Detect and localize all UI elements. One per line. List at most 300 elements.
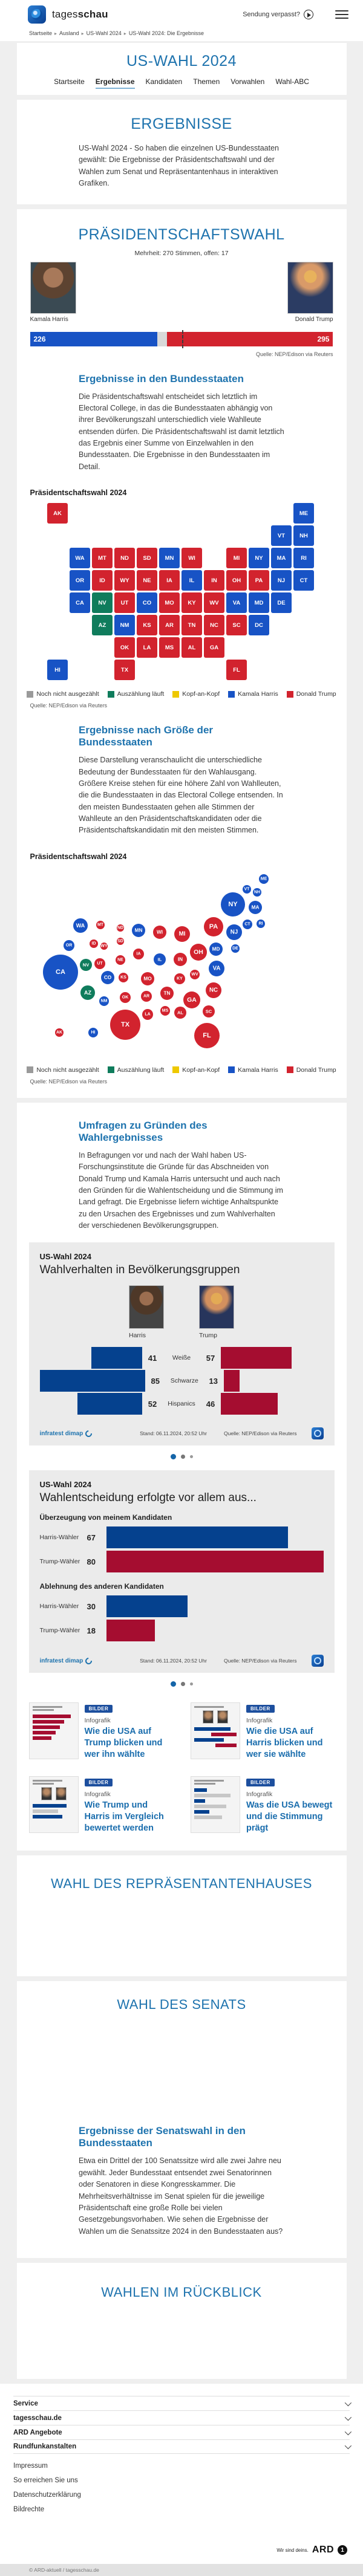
infratest-ring-icon xyxy=(84,1429,93,1438)
legend-label: Noch nicht ausgezählt xyxy=(36,690,99,698)
legend-label: Kamala Harris xyxy=(238,690,278,698)
svg-text:AR: AR xyxy=(143,994,149,999)
state-tile-MA[interactable]: MA xyxy=(271,548,292,568)
state-bubble-SD[interactable] xyxy=(117,938,124,945)
teaser-title[interactable]: Was die USA bewegt und die Stimmung prägt xyxy=(246,1800,333,1833)
state-bubble-HI[interactable] xyxy=(88,1028,98,1037)
harris-col-label: Harris xyxy=(129,1332,146,1340)
state-bubble-MD[interactable] xyxy=(209,942,223,956)
state-tile-UT[interactable]: UT xyxy=(114,592,135,613)
teaser-item[interactable] xyxy=(29,1776,173,1834)
survey1-photos xyxy=(40,1285,324,1339)
state-bubble-CT[interactable] xyxy=(243,920,252,929)
hamburger-menu-icon[interactable] xyxy=(335,10,348,19)
survey2-footer xyxy=(40,1651,324,1667)
kamala-harris-photo xyxy=(30,262,76,314)
teaser-kicker: Infografik xyxy=(246,1790,273,1798)
legend-label: Auszählung läuft xyxy=(117,1066,165,1074)
state-bubble-KY[interactable] xyxy=(174,973,185,984)
svg-text:IN: IN xyxy=(177,956,183,962)
tab-vorwahlen[interactable]: Vorwahlen xyxy=(231,77,265,86)
legend-item xyxy=(172,690,220,698)
play-icon[interactable] xyxy=(304,10,313,19)
state-bubble-NV[interactable] xyxy=(80,959,92,971)
accordion-label: tagesschau.de xyxy=(13,2414,62,2422)
svg-text:OR: OR xyxy=(65,943,72,948)
state-bubble-VT[interactable] xyxy=(243,885,251,894)
ergebnisse-text: US-Wahl 2024 - So haben die einzelnen US-Bundesstaaten gewählt: Die Ergebnisse der Präsidentschaftswahl und der Wahlen zum Senat und Repräsentantenhaus in interaktiven Grafiken. xyxy=(79,144,279,188)
state-bubble-MN[interactable] xyxy=(132,924,145,937)
state-bubble-NH[interactable] xyxy=(253,888,261,897)
state-bubble-MS[interactable] xyxy=(160,1006,170,1016)
svg-text:OK: OK xyxy=(122,995,128,1000)
trump-bar xyxy=(221,1347,292,1369)
state-tile-NV[interactable]: NV xyxy=(92,592,113,613)
state-tile-OR[interactable]: OR xyxy=(70,570,90,591)
teaser-thumbnail[interactable] xyxy=(191,1702,240,1759)
svg-text:WY: WY xyxy=(100,944,108,949)
state-tile-AL[interactable]: AL xyxy=(182,637,202,658)
teaser-title[interactable]: Wie die USA auf Trump blicken und wer ihn wählte xyxy=(84,1727,163,1760)
state-tile-NY[interactable]: NY xyxy=(249,548,269,568)
state-bubble-WA[interactable] xyxy=(73,918,88,933)
state-bubble-IL[interactable] xyxy=(154,953,166,965)
state-tile-CO[interactable]: CO xyxy=(137,592,157,613)
state-tile-WI[interactable]: WI xyxy=(182,548,202,568)
footer-link[interactable]: Datenschutzerklärung xyxy=(13,2491,81,2499)
trump-value: 57 xyxy=(206,1353,215,1363)
state-bubble-NC[interactable] xyxy=(206,982,221,998)
ergebnisse-card xyxy=(17,100,347,204)
survey-card-reasons xyxy=(29,1470,335,1673)
svg-text:CA: CA xyxy=(55,968,65,976)
footer-links xyxy=(13,2462,350,2513)
state-tile-MN[interactable]: MN xyxy=(159,548,180,568)
svg-text:SC: SC xyxy=(205,1008,212,1014)
state-tile-GA[interactable]: GA xyxy=(204,637,224,658)
state-bubble-TX[interactable] xyxy=(110,1010,140,1040)
svg-text:AK: AK xyxy=(56,1030,62,1035)
chevron-down-icon xyxy=(345,2442,352,2449)
trump-bar xyxy=(224,1370,240,1392)
carousel-dot[interactable] xyxy=(190,1455,193,1458)
footer-accordion xyxy=(13,2396,350,2454)
candidates-row xyxy=(30,259,333,331)
trump-bar-side xyxy=(221,1393,324,1415)
state-bubble-CA[interactable] xyxy=(43,955,78,990)
state-bubble-NJ[interactable] xyxy=(226,924,242,940)
state-tile-MT[interactable]: MT xyxy=(92,548,113,568)
harris-bar-side xyxy=(40,1347,143,1369)
copyright-text: © ARD-aktuell / tagesschau.de xyxy=(29,2567,99,2574)
state-bubble-AL[interactable] xyxy=(174,1007,186,1019)
tab-startseite[interactable]: Startseite xyxy=(54,77,85,86)
state-tile-DC[interactable]: DC xyxy=(249,615,269,635)
state-bubble-CO[interactable] xyxy=(101,971,114,984)
page-footer xyxy=(0,2384,363,2576)
reason-value: 30 xyxy=(87,1601,96,1611)
state-tile-CT[interactable]: CT xyxy=(293,570,314,591)
state-tile-IN[interactable]: IN xyxy=(204,570,224,591)
group-label: Hispanics xyxy=(168,1400,195,1408)
praesidentschaftswahl-heading: PRÄSIDENTSCHAFTSWAHL xyxy=(78,225,285,243)
svg-text:VA: VA xyxy=(212,965,220,972)
voter-label: Trump-Wähler xyxy=(39,1558,80,1566)
state-bubble-OH[interactable] xyxy=(190,944,207,961)
carousel-dot-active[interactable] xyxy=(171,1454,176,1459)
reason-group-title: Ablehnung des anderen Kandidaten xyxy=(39,1582,164,1591)
state-tile-AK[interactable]: AK xyxy=(47,503,68,524)
svg-text:DE: DE xyxy=(232,946,238,951)
senat-card xyxy=(17,1981,347,2258)
state-bubble-VA[interactable] xyxy=(209,961,224,976)
groesse-text: Diese Darstellung veranschaulicht die unterschiedliche Bedeutung der Bundesstaaten für den Wahlausgang. Größere Kreise stehen für eine höhere Zahl von Wahlleuten, die die Bundesstaaten in das Electoral College entsenden. In den meisten Bundesstaaten gehen alle Stimmen der Wahlleute an den Präsidentschaftskandidaten oder die Präsidentschaftskandidatin mit den meisten Stimmen. xyxy=(79,756,283,835)
state-tile-FL[interactable]: FL xyxy=(226,660,247,680)
umfragen-heading: Umfragen zu Gründen des Wahlergebnisses xyxy=(79,1119,208,1143)
ergebnisse-heading: ERGEBNISSE xyxy=(131,115,232,132)
legend-item xyxy=(27,690,99,698)
reasons-chart xyxy=(40,1513,324,1643)
state-bubble-GA[interactable] xyxy=(183,991,200,1008)
svg-text:WV: WV xyxy=(191,972,198,977)
survey2-source: Quelle: NEP/Edison via Reuters xyxy=(224,1658,297,1664)
state-tile-SC[interactable]: SC xyxy=(226,615,247,635)
footer-accordion-rundfunkanstalten[interactable] xyxy=(13,2439,350,2454)
teaser-item[interactable] xyxy=(191,1776,335,1834)
umfragen-text: In Befragungen vor und nach der Wahl haben US-Forschungsinstitute die Gründe für das Abschneiden von Donald Trump und Kamala Harris untersucht und auch nach den Gründen für die Wahlentscheidung und die Stimmung im Land gefragt. Die Ergebnisse liefern wichtige Anhaltspunkte zu den Ursachen des Ergebnisses und zum Wahlverhalten der verschiedenen Bevölkerungsgruppen. xyxy=(79,1150,283,1230)
breadcrumb-item[interactable]: Ausland xyxy=(59,30,79,36)
tagesschau-logo-icon[interactable] xyxy=(28,5,46,24)
state-tile-HI[interactable]: HI xyxy=(47,660,68,680)
footer-accordion-tagesschau-de[interactable] xyxy=(13,2410,350,2425)
state-bubble-WY[interactable] xyxy=(100,942,108,950)
teaser-thumbnail[interactable] xyxy=(29,1702,79,1759)
survey1-title: Wahlverhalten in Bevölkerungsgruppen xyxy=(39,1264,240,1277)
state-tile-MS[interactable]: MS xyxy=(159,637,180,658)
bilder-badge: BILDER xyxy=(85,1705,113,1713)
state-tile-MO[interactable]: MO xyxy=(159,592,180,613)
tab-wahl-abc[interactable]: Wahl-ABC xyxy=(275,77,309,86)
voter-label: Trump-Wähler xyxy=(39,1627,80,1635)
us-states-map[interactable] xyxy=(47,503,316,682)
teaser-title[interactable]: Wie die USA auf Harris blicken und wer sie wählte xyxy=(246,1727,323,1760)
trump-name: Donald Trump xyxy=(295,316,333,323)
state-bubble-IA[interactable] xyxy=(133,949,144,959)
trump-value: 13 xyxy=(209,1376,218,1386)
svg-text:ND: ND xyxy=(117,926,123,930)
state-tile-CA[interactable]: CA xyxy=(70,592,90,613)
electoral-bubble-cartogram[interactable] xyxy=(17,865,347,1058)
bubble-chart-label: Präsidentschaftswahl 2024 xyxy=(30,852,127,861)
rueckblick-card xyxy=(17,2263,347,2379)
legend-item xyxy=(287,1066,336,1074)
state-bubble-AR[interactable] xyxy=(141,991,152,1002)
state-bubble-LA[interactable] xyxy=(142,1009,153,1020)
state-bubble-MA[interactable] xyxy=(249,901,262,914)
svg-text:TX: TX xyxy=(120,1020,129,1028)
reason-bar-wrap xyxy=(106,1551,324,1572)
svg-text:GA: GA xyxy=(186,996,197,1004)
reason-bar xyxy=(106,1526,289,1548)
state-bubble-UT[interactable] xyxy=(94,958,105,969)
state-tile-AZ[interactable]: AZ xyxy=(92,615,113,635)
footer-link[interactable]: Impressum xyxy=(13,2462,48,2470)
svg-text:MA: MA xyxy=(251,904,259,910)
ard-brand-line xyxy=(16,2545,347,2555)
bubble-legend xyxy=(17,1066,347,1074)
breadcrumb-item[interactable]: Startseite xyxy=(29,30,53,36)
legend-swatch xyxy=(172,1066,179,1073)
state-bubble-ID[interactable] xyxy=(90,939,98,948)
teaser-thumbnail[interactable] xyxy=(29,1776,79,1833)
svg-text:FL: FL xyxy=(202,1031,211,1039)
senat-heading: WAHL DES SENATS xyxy=(117,1997,246,2013)
svg-text:PA: PA xyxy=(209,923,218,930)
trump-value: 46 xyxy=(206,1399,215,1409)
state-tile-NE[interactable]: NE xyxy=(137,570,157,591)
legend-label: Auszählung läuft xyxy=(117,690,165,698)
svg-text:VT: VT xyxy=(244,887,249,892)
state-tile-MD[interactable]: MD xyxy=(249,592,269,613)
bilder-badge: BILDER xyxy=(246,1705,275,1713)
legend-label: Noch nicht ausgezählt xyxy=(36,1066,99,1074)
teaser-item[interactable] xyxy=(29,1702,173,1760)
survey1-source: Quelle: NEP/Edison via Reuters xyxy=(224,1430,297,1437)
state-tile-MI[interactable]: MI xyxy=(226,548,247,568)
teaser-thumbnail[interactable] xyxy=(191,1776,240,1833)
tab-kandidaten[interactable]: Kandidaten xyxy=(145,77,183,86)
tagesschau-mini-logo xyxy=(312,1655,324,1667)
title-card xyxy=(17,43,347,95)
bilder-badge: BILDER xyxy=(246,1779,275,1786)
state-bubble-IN[interactable] xyxy=(174,953,187,966)
voter-label: Harris-Wähler xyxy=(39,1603,79,1611)
svg-text:MO: MO xyxy=(143,976,152,982)
trump-bar-side xyxy=(221,1347,324,1369)
footer-link[interactable]: So erreichen Sie uns xyxy=(13,2477,78,2485)
state-bubble-ND[interactable] xyxy=(117,924,124,932)
legend-item xyxy=(108,690,165,698)
svg-text:NY: NY xyxy=(227,900,238,908)
harris-value: 52 xyxy=(148,1399,157,1409)
harris-bar xyxy=(40,1370,145,1392)
harris-value: 85 xyxy=(151,1376,160,1386)
state-bubble-OR[interactable] xyxy=(64,940,74,951)
bilder-badge: BILDER xyxy=(85,1779,113,1786)
svg-text:NJ: NJ xyxy=(230,929,238,936)
demographics-row xyxy=(40,1346,324,1369)
reason-bar-wrap xyxy=(106,1526,324,1548)
state-tile-ID[interactable]: ID xyxy=(92,570,113,591)
state-bubble-AK[interactable] xyxy=(55,1028,64,1037)
teaser-body xyxy=(246,1702,335,1760)
repraesentantenhaus-heading: WAHL DES REPRÄSENTANTENHAUSES xyxy=(51,1876,312,1892)
svg-text:AZ: AZ xyxy=(83,989,91,996)
legend-item xyxy=(27,1066,99,1074)
state-tile-TN[interactable]: TN xyxy=(182,615,202,635)
svg-text:WA: WA xyxy=(76,922,85,929)
majority-subtitle: Mehrheit: 270 Stimmen, offen: 17 xyxy=(134,249,229,257)
chevron-down-icon xyxy=(345,2399,352,2406)
state-tile-RI[interactable]: RI xyxy=(293,548,314,568)
state-bubble-KS[interactable] xyxy=(119,973,128,982)
reason-value: 80 xyxy=(87,1557,96,1566)
tagesschau-mini-logo xyxy=(312,1427,324,1439)
survey1-stand: Stand: 06.11.2024, 20:52 Uhr xyxy=(140,1430,208,1437)
carousel-dot-active[interactable] xyxy=(171,1681,176,1687)
breadcrumb-item[interactable]: US-Wahl 2024 xyxy=(86,30,122,36)
harris-votes: 226 xyxy=(33,334,46,343)
legend-item xyxy=(108,1066,165,1074)
trump-thumb-photo xyxy=(199,1285,234,1329)
legend-swatch xyxy=(287,1066,293,1073)
svg-text:UT: UT xyxy=(96,961,103,966)
state-tile-PA[interactable]: PA xyxy=(249,570,269,591)
reason-row xyxy=(40,1525,324,1549)
svg-text:NC: NC xyxy=(209,987,218,994)
legend-label: Donald Trump xyxy=(296,1066,336,1074)
svg-text:MN: MN xyxy=(134,927,142,933)
state-bubble-WI[interactable] xyxy=(153,926,166,939)
trump-col-label: Trump xyxy=(199,1332,217,1340)
svg-text:TN: TN xyxy=(163,990,170,996)
accordion-label: Rundfunkanstalten xyxy=(13,2443,77,2451)
breadcrumb-separator-icon: ▸ xyxy=(81,30,84,36)
state-tile-NM[interactable]: NM xyxy=(114,615,135,635)
state-bubble-MI[interactable] xyxy=(174,926,190,942)
state-bubble-NY[interactable] xyxy=(221,892,245,917)
state-tile-KY[interactable]: KY xyxy=(182,592,202,613)
state-bubble-ME[interactable] xyxy=(259,874,269,884)
harris-thumb-photo xyxy=(129,1285,164,1329)
trump-votes: 295 xyxy=(317,334,330,343)
legend-swatch xyxy=(228,691,235,698)
umfragen-card xyxy=(17,1103,347,1851)
trump-votes-segment[interactable] xyxy=(167,332,333,346)
state-bubble-NE[interactable] xyxy=(116,955,125,965)
state-tile-AR[interactable]: AR xyxy=(159,615,180,635)
survey2-title: Wahlentscheidung erfolgte vor allem aus... xyxy=(39,1491,257,1505)
reason-value: 18 xyxy=(87,1626,96,1635)
demographics-row xyxy=(40,1369,324,1392)
state-bubble-OK[interactable] xyxy=(120,992,131,1003)
open-votes-segment[interactable] xyxy=(157,332,167,346)
state-tile-IA[interactable]: IA xyxy=(159,570,180,591)
legend-swatch xyxy=(108,1066,114,1073)
bundesstaaten-heading: Ergebnisse in den Bundesstaaten xyxy=(79,372,244,384)
brand-wordmark[interactable]: tagesschau xyxy=(52,8,108,20)
svg-text:NH: NH xyxy=(253,890,260,895)
carousel-dot[interactable] xyxy=(181,1455,185,1459)
chevron-down-icon xyxy=(345,2414,352,2421)
state-bubble-DE[interactable] xyxy=(231,944,240,953)
ard-wordmark: ARD xyxy=(312,2545,334,2555)
state-bubble-WV[interactable] xyxy=(190,970,200,979)
state-tile-NC[interactable]: NC xyxy=(204,615,224,635)
page-title: US-WAHL 2024 xyxy=(126,53,237,70)
state-tile-TX[interactable]: TX xyxy=(114,660,135,680)
state-tile-LA[interactable]: LA xyxy=(137,637,157,658)
senatswahl-text: Etwa ein Drittel der 100 Senatssitze wird alle zwei Jahre neu gewählt. Jeder Bundesstaat entsendet zwei Senatorinnen oder Senatoren in diese Kongresskammer. Die Mehrheitsverhältnisse im Senat spielen für die jeweilige Präsidentschaft eine große Rolle bei vielen Gesetzgebungsvorhaben. Wie sehen die Ergebnisse der Wahlen um die Senatssitze 2024 in den Bundesstaaten aus? xyxy=(79,2156,283,2236)
trump-bar-side xyxy=(224,1370,324,1392)
teaser-item[interactable] xyxy=(191,1702,335,1760)
svg-text:HI: HI xyxy=(91,1030,95,1035)
footer-accordion-service[interactable] xyxy=(13,2396,350,2410)
groesse-heading: Ergebnisse nach Größe der Bundesstaaten xyxy=(79,724,214,748)
survey1-kicker: US-Wahl 2024 xyxy=(39,1252,91,1262)
legend-item xyxy=(228,690,278,698)
state-tile-WA[interactable]: WA xyxy=(70,548,90,568)
legend-item xyxy=(287,690,336,698)
harris-bar-side xyxy=(40,1393,143,1415)
reason-bar-wrap xyxy=(106,1620,324,1641)
state-tile-ND[interactable]: ND xyxy=(114,548,135,568)
state-bubble-MT[interactable] xyxy=(96,921,105,929)
electoral-vote-bar[interactable] xyxy=(30,332,333,346)
state-tile-SD[interactable]: SD xyxy=(137,548,157,568)
state-tile-KS[interactable]: KS xyxy=(137,615,157,635)
footer-accordion-ard-angebote[interactable] xyxy=(13,2425,350,2439)
state-tile-WY[interactable]: WY xyxy=(114,570,135,591)
teaser-kicker: Infografik xyxy=(84,1717,111,1725)
teaser-kicker: Infografik xyxy=(84,1790,111,1798)
state-bubble-PA[interactable] xyxy=(204,917,223,936)
majority-marker xyxy=(182,330,183,348)
repraesentantenhaus-card xyxy=(17,1855,347,1976)
svg-text:AL: AL xyxy=(177,1010,183,1016)
state-tile-OH[interactable]: OH xyxy=(226,570,247,591)
bubble-source: Quelle: NEP/Edison via Reuters xyxy=(30,1078,108,1085)
breadcrumb-separator-icon: ▸ xyxy=(54,30,57,36)
bundesstaaten-text: Die Präsidentschaftswahl entscheidet sich letztlich im Electoral College, in das die Bundesstaaten abhängig von ihrer Bevölkerungszahl unterschiedlich viele Wahlleute entsenden dürfen. Die Präsidentschaftswahl ist damit letztlich das Ergebnis einer Summe von Einzelwahlen in den Bundesstaaten. Die Ergebnisse in den Bundesstaaten im Detail. xyxy=(79,392,284,471)
state-tile-WV[interactable]: WV xyxy=(204,592,224,613)
state-bubble-NM[interactable] xyxy=(99,996,109,1006)
state-bubble-FL[interactable] xyxy=(194,1023,220,1048)
state-tile-NJ[interactable]: NJ xyxy=(271,570,292,591)
state-tile-OK[interactable]: OK xyxy=(114,637,135,658)
harris-votes-segment[interactable] xyxy=(30,332,157,346)
state-bubble-SC[interactable] xyxy=(203,1005,215,1017)
footer-link[interactable]: Bildrechte xyxy=(13,2506,45,2514)
svg-text:NE: NE xyxy=(117,958,123,962)
teaser-title[interactable]: Wie Trump und Harris im Vergleich bewertet werden xyxy=(84,1800,164,1833)
svg-text:RI: RI xyxy=(258,921,263,926)
sendung-verpasst-link[interactable] xyxy=(243,10,313,19)
svg-text:IA: IA xyxy=(136,952,140,956)
state-bubble-AZ[interactable] xyxy=(80,985,95,1000)
carousel-dot[interactable] xyxy=(190,1682,193,1685)
legend-swatch xyxy=(172,691,179,698)
state-tile-ME[interactable]: ME xyxy=(293,503,314,524)
state-bubble-RI[interactable] xyxy=(257,920,265,928)
state-tile-DE[interactable]: DE xyxy=(271,592,292,613)
state-bubble-TN[interactable] xyxy=(160,987,174,1000)
state-tile-VA[interactable]: VA xyxy=(226,592,247,613)
tab-ergebnisse[interactable]: Ergebnisse xyxy=(96,77,135,89)
state-tile-IL[interactable]: IL xyxy=(182,570,202,591)
state-bubble-MO[interactable] xyxy=(141,972,154,985)
carousel-dot[interactable] xyxy=(181,1682,185,1686)
tab-themen[interactable]: Themen xyxy=(193,77,220,86)
voter-label: Harris-Wähler xyxy=(39,1534,79,1542)
map-legend xyxy=(17,690,347,698)
accordion-label: ARD Angebote xyxy=(13,2428,62,2436)
svg-text:IL: IL xyxy=(157,956,162,962)
state-tile-VT[interactable]: VT xyxy=(271,525,292,546)
breadcrumb-item[interactable]: US-Wahl 2024: Die Ergebnisse xyxy=(128,30,204,36)
state-tile-NH[interactable]: NH xyxy=(293,525,314,546)
svg-text:WI: WI xyxy=(156,929,163,935)
